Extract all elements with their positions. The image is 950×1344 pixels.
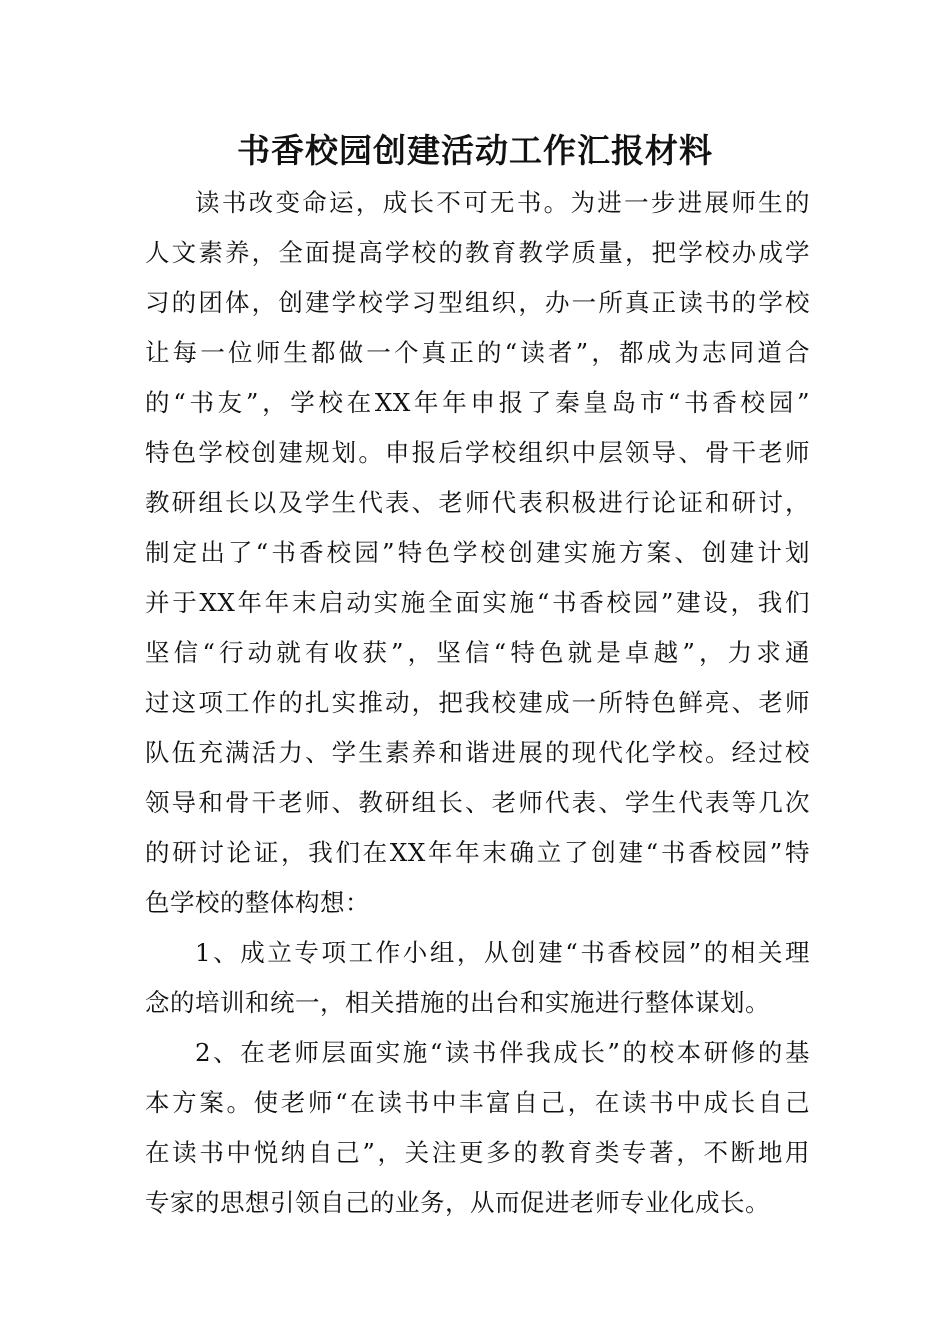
text-line: 人文素养，全面提高学校的教育教学质量，把学校办成学 — [145, 238, 810, 267]
text-line: 制定出了“书香校园”特色学校创建实施方案、创建计划 — [145, 538, 810, 567]
text-line: 领导和骨干老师、教研组长、老师代表、学生代表等几次 — [145, 788, 810, 817]
text-line: 教研组长以及学生代表、老师代表积极进行论证和研讨， — [145, 488, 810, 517]
document-body — [145, 178, 810, 1228]
text-line: 的研讨论证，我们在XX年年末确立了创建“书香校园”特 — [145, 838, 810, 867]
text-line: 坚信“行动就有收获”，坚信“特色就是卓越”，力求通 — [145, 638, 810, 667]
paragraph-1 — [145, 178, 810, 928]
text-line: 过这项工作的扎实推动，把我校建成一所特色鲜亮、老师 — [145, 688, 810, 717]
text-line: 专家的思想引领自己的业务，从而促进老师专业化成长。 — [145, 1188, 770, 1217]
paragraph-2 — [145, 928, 810, 1028]
text-line: 特色学校创建规划。申报后学校组织中层领导、骨干老师 — [145, 438, 810, 467]
text-line: 本方案。使老师“在读书中丰富自己，在读书中成长自己 — [145, 1088, 810, 1117]
text-line: 念的培训和统一，相关措施的出台和实施进行整体谋划。 — [145, 988, 770, 1017]
text-line: 习的团体，创建学校学习型组织，办一所真正读书的学校 — [145, 288, 810, 317]
text-line: 1、成立专项工作小组，从创建“书香校园”的相关理 — [195, 938, 810, 967]
text-line: 队伍充满活力、学生素养和谐进展的现代化学校。经过校 — [145, 738, 810, 767]
text-line: 读书改变命运，成长不可无书。为进一步进展师生的 — [195, 188, 810, 217]
text-line: 并于XX年年末启动实施全面实施“书香校园”建设，我们 — [145, 588, 810, 617]
text-line: 的“书友”，学校在XX年年申报了秦皇岛市“书香校园” — [145, 388, 810, 417]
text-line: 在读书中悦纳自己”，关注更多的教育类专著，不断地用 — [145, 1138, 810, 1167]
text-line: 色学校的整体构想： — [145, 888, 370, 917]
paragraph-3 — [145, 1028, 810, 1228]
text-line: 让每一位师生都做一个真正的“读者”，都成为志同道合 — [145, 338, 810, 367]
text-line: 2、在老师层面实施“读书伴我成长”的校本研修的基 — [195, 1038, 810, 1067]
document-title: 书香校园创建活动工作汇报材料 — [237, 131, 713, 170]
